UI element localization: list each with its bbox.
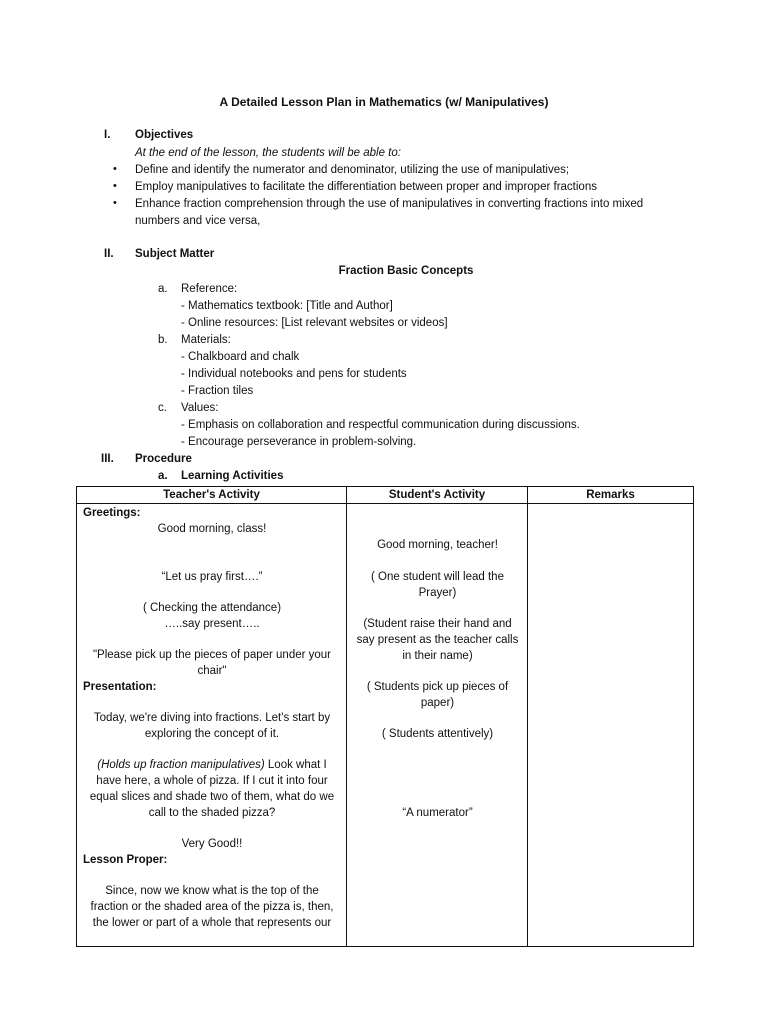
teacher-line: Good morning, class! <box>157 523 267 535</box>
objective-item: Employ manipulatives to facilitate the differentiation between proper and improper fractions <box>135 181 597 193</box>
materials-line: - Individual notebooks and pens for students <box>181 368 407 380</box>
subject-matter-heading: Subject Matter <box>135 248 215 260</box>
procedure-numeral: III. <box>101 453 114 465</box>
values-line: - Encourage perseverance in problem-solving. <box>181 436 417 448</box>
header-student-activity: Student's Activity <box>347 487 528 504</box>
stage-direction: (Holds up fraction manipulatives) <box>97 759 265 771</box>
teacher-line: chair" <box>197 665 227 677</box>
teacher-line: …..say present….. <box>164 618 260 630</box>
student-line: “A numerator” <box>402 807 473 819</box>
objective-item: Enhance fraction comprehension through the use of manipulatives in converting fractions into mixed <box>135 198 644 210</box>
presentation-label: Presentation: <box>83 681 157 693</box>
teacher-line: Since, now we know what is the top of the <box>105 885 319 897</box>
student-line: Good morning, teacher! <box>377 539 498 551</box>
teacher-line: ( Checking the attendance) <box>142 602 282 614</box>
subject-matter-numeral: II. <box>104 248 114 260</box>
remarks-cell <box>528 504 694 947</box>
reference-line: - Mathematics textbook: [Title and Author] <box>181 300 393 312</box>
student-line: say present as the teacher calls <box>356 634 519 646</box>
document-title: A Detailed Lesson Plan in Mathematics (w/ Manipulatives) <box>219 95 549 109</box>
teacher-line: fraction or the shaded area of the pizza is, then, <box>90 901 334 913</box>
teacher-line: equal slices and shade two of them, what do we <box>89 791 335 803</box>
values-letter: c. <box>158 402 167 414</box>
materials-line: - Fraction tiles <box>181 385 254 397</box>
teacher-line: the lower or part of a whole that represents our <box>92 917 332 929</box>
header-teacher-activity: Teacher's Activity <box>77 487 347 504</box>
materials-label: Materials: <box>181 334 231 346</box>
teacher-line: "Please pick up the pieces of paper under your <box>92 649 332 661</box>
objective-item-continued: numbers and vice versa, <box>135 215 261 227</box>
student-line: ( Students pick up pieces of <box>366 681 509 693</box>
student-line: ( Students attentively) <box>381 728 494 740</box>
greetings-label: Greetings: <box>83 507 141 519</box>
reference-line: - Online resources: [List relevant websites or videos] <box>181 317 448 329</box>
subject-topic: Fraction Basic Concepts <box>338 265 474 277</box>
materials-line: - Chalkboard and chalk <box>181 351 300 363</box>
values-line: - Emphasis on collaboration and respectful communication during discussions. <box>181 419 580 431</box>
student-line: ( One student will lead the <box>371 571 504 583</box>
student-line: paper) <box>420 697 455 709</box>
student-activity-cell <box>347 504 528 947</box>
bullet-icon: • <box>113 180 117 192</box>
objectives-numeral: I. <box>104 129 111 141</box>
reference-letter: a. <box>158 283 168 295</box>
bullet-icon: • <box>113 197 117 209</box>
header-remarks: Remarks <box>528 487 694 504</box>
procedure-heading: Procedure <box>135 453 192 465</box>
teacher-line: exploring the concept of it. <box>144 728 280 740</box>
materials-letter: b. <box>158 334 168 346</box>
reference-label: Reference: <box>181 283 238 295</box>
objective-item: Define and identify the numerator and denominator, utilizing the use of manipulatives; <box>135 164 570 176</box>
learning-activities-letter: a. <box>158 470 168 482</box>
objectives-intro: At the end of the lesson, the students will be able to: <box>135 147 401 159</box>
learning-activities-table <box>76 486 694 947</box>
teacher-line: Today, we're diving into fractions. Let's start by <box>93 712 331 724</box>
teacher-line: call to the shaded pizza? <box>148 807 276 819</box>
student-line: in their name) <box>402 650 473 662</box>
teacher-activity-cell <box>77 504 347 947</box>
teacher-line: Very Good!! <box>181 838 243 850</box>
student-line: Prayer) <box>418 587 457 599</box>
teacher-line <box>77 757 347 773</box>
student-line: (Student raise their hand and <box>363 618 512 630</box>
bullet-icon: • <box>113 163 117 175</box>
teacher-line: have here, a whole of pizza. If I cut it into four <box>96 775 328 787</box>
values-label: Values: <box>181 402 219 414</box>
lesson-proper-label: Lesson Proper: <box>83 854 168 866</box>
objectives-heading: Objectives <box>135 129 194 141</box>
teacher-line: “Let us pray first….” <box>161 571 263 583</box>
teacher-line-rest: Look what I <box>264 759 327 771</box>
learning-activities-heading: Learning Activities <box>181 470 284 482</box>
